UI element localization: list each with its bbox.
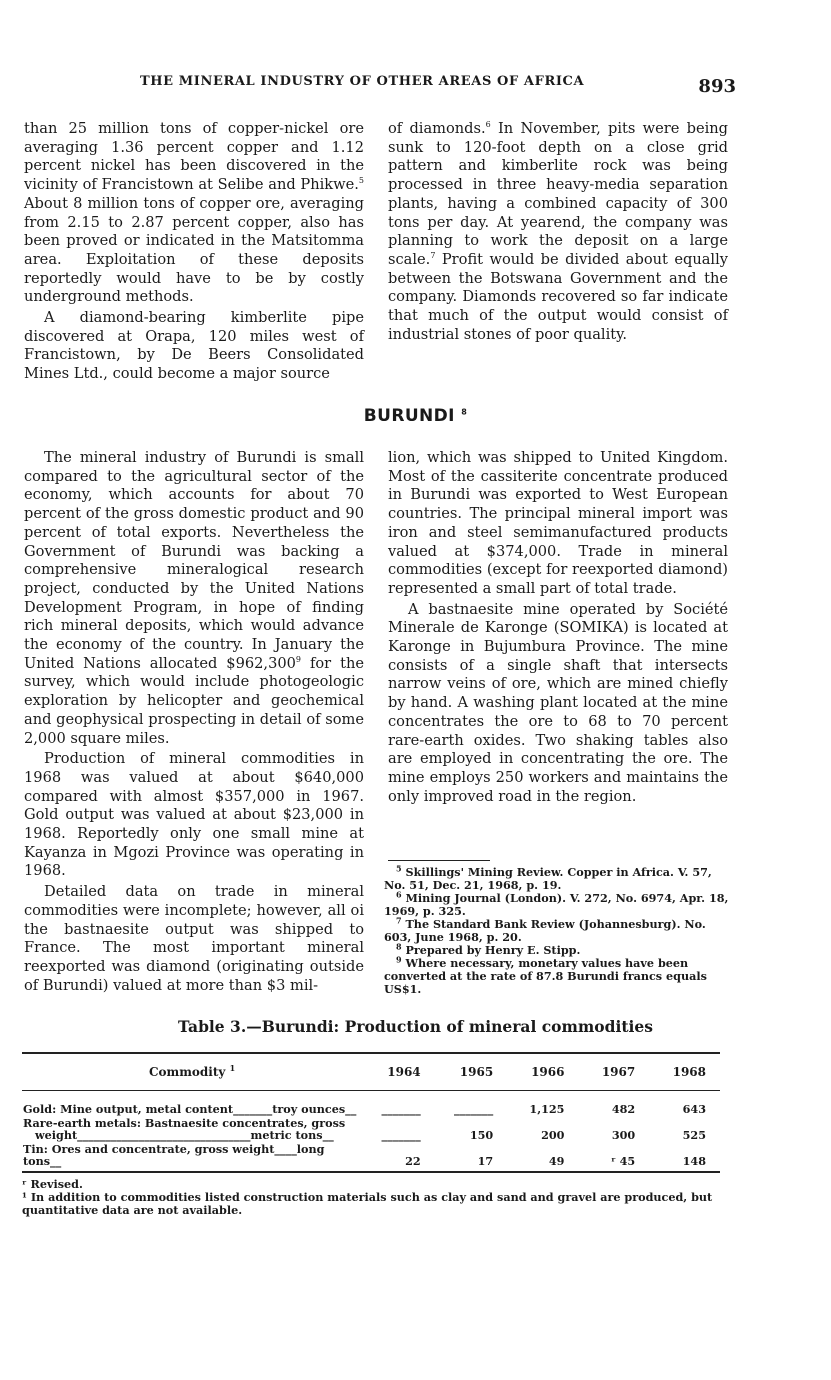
row-label: Tin: Ores and concentrate, gross weight____long tons__ — [22, 1142, 362, 1172]
footnote-divider — [388, 860, 490, 861]
paragraph: of diamonds.$^6$ In November, pits were being sunk to 120-foot depth on a close grid pattern and kimberlite rock was being processed in three heavy-media separation plants, having a combined capacity of 300 tons per day. At yearend, the company was planning to work the deposit on a large scale.$^7$ Profit would be divided about equally between the Botswana Government and the company. Diamonds recovered so far indicate that much of the output would consist of industrial stones of poor quality. — [388, 120, 728, 343]
running-head: THE MINERAL INDUSTRY OF OTHER AREAS OF AFRICA — [140, 74, 585, 89]
table-cell: 300 — [611, 1128, 636, 1142]
table-note: ¹ In addition to commodities listed construction materials such as clay and sand and gravel are produced, but quantitative data are not available. — [22, 1190, 713, 1217]
top-right-column — [388, 120, 728, 344]
table-cell: 17 — [435, 1142, 508, 1172]
column-header-year: 1965 — [435, 1053, 508, 1091]
paragraph: A diamond-bearing kimberlite pipe discovered at Orapa, 120 miles west of Francistown, by De Beers Consolidated Mines Ltd., could become a major source — [24, 309, 364, 383]
footnotes — [384, 863, 729, 996]
table-cell: ʳ 45 — [578, 1142, 649, 1172]
paragraph: Production of mineral commodities in 1968 was valued at about $640,000 compared with almost $357,000 in 1967. Gold output was valued at about $23,000 in 1968. Reportedly only one small mine at Kayanza in Mgozi Province was operating in 1968. — [24, 750, 364, 880]
footnote-ref: 6 — [485, 120, 491, 130]
table-cell: 22 — [362, 1142, 435, 1172]
footnote-ref: 9 — [295, 654, 302, 664]
footnote: $^7$ The Standard Bank Review (Johannesburg). No. 603, June 1968, p. 20. — [384, 915, 706, 944]
footnote: $^9$ Where necessary, monetary values have been converted at the rate of 87.8 Burundi francs equals US$1. — [384, 954, 707, 996]
table-cell: 150 — [469, 1128, 494, 1142]
table-cell: 1,125 — [529, 1102, 565, 1116]
table-cell: 643 — [682, 1102, 706, 1116]
table-row — [22, 1091, 720, 1117]
paragraph: The mineral industry of Burundi is small compared to the agricultural sector of the economy, which accounts for about 70 percent of the gross domestic product and 90 percent of total exports. Nevertheless the Government of Burundi was backing a comprehensive mineralogical research project, conducted by the United Nations Development Program, in hope of finding rich mineral deposits, which would advance the economy of the country. In January the United Nations allocated $962,300$^9$ for the survey, which would include photogeologic exploration by helicopter and geochemical and geophysical prospecting in detail of some 2,000 square miles. — [24, 449, 364, 747]
table-title: Table 3.—Burundi: Production of mineral commodities — [177, 1017, 654, 1036]
table-cell: _______ — [381, 1102, 421, 1116]
table-cell: _______ — [381, 1128, 421, 1142]
footnote-ref: 5 — [358, 176, 364, 186]
table-note: ʳ Revised. — [22, 1177, 83, 1191]
table-cell: 148 — [649, 1142, 720, 1172]
column-header-year: 1966 — [507, 1053, 578, 1091]
footnote-ref: 8 — [461, 407, 468, 417]
table-cell: 49 — [507, 1142, 578, 1172]
paragraph: lion, which was shipped to United Kingdom. Most of the cassiterite concentrate produced in Burundi was exported to West European countries. The principal mineral import was iron and steel semimanufactured products valued at $374,000. Trade in mineral commodities (except for reexported diamond) represented a small part of total trade. — [388, 449, 728, 597]
top-left-column — [24, 120, 364, 384]
row-label: Rare-earth metals: Bastnaesite concentrates, gross weight_______________________________metric tons__ — [23, 1116, 346, 1142]
table-row — [22, 1116, 720, 1142]
burundi-left-column — [24, 449, 364, 995]
page-number: 893 — [698, 76, 736, 97]
paragraph: Detailed data on trade in mineral commodities were incomplete; however, all oi the bastnaesite output was shipped to France. The most important mineral reexported was diamond (originating outside of Burundi) valued at more than $3 mil- — [24, 883, 364, 994]
footnote: $^6$ Mining Journal (London). V. 272, No. 6974, Apr. 18, 1969, p. 325. — [384, 889, 729, 918]
production-table — [22, 1052, 720, 1173]
footnote: $^5$ Skillings' Mining Review. Copper in Africa. V. 57, No. 51, Dec. 21, 1968, p. 19. — [384, 863, 712, 892]
table-cell: _______ — [454, 1102, 494, 1116]
row-label: Gold: Mine output, metal content_______troy ounces__ — [23, 1102, 357, 1116]
table-notes — [22, 1178, 727, 1217]
table-cell: 482 — [611, 1102, 636, 1116]
paragraph: than 25 million tons of copper-nickel ore averaging 1.36 percent copper and 1.12 percent nickel has been discovered in the vicinity of Francistown at Selibe and Phikwe.$^5$ About 8 million tons of copper ore, averaging from 2.15 to 2.87 percent copper, also has been proved or indicated in the Matsitomma area. Exploitation of these deposits reportedly would have to be by costly underground methods. — [24, 120, 364, 306]
column-header-commodity: Commodity $^1$ — [22, 1053, 362, 1091]
footnote: $^8$ Prepared by Henry E. Stipp. — [396, 941, 581, 957]
table-cell: 200 — [541, 1128, 565, 1142]
section-title: BURUNDI $^8$ — [363, 406, 468, 426]
burundi-right-column — [388, 449, 728, 806]
table-row — [22, 1142, 720, 1172]
paragraph: A bastnaesite mine operated by Société Minerale de Karonge (SOMIKA) is located at Karonge in Bujumbura Province. The mine consists of a single shaft that intersects narrow veins of ore, which are mined chiefly by hand. A washing plant located at the mine concentrates the ore to 68 to 70 percent rare-earth oxides. Two shaking tables also are employed in concentrating the ore. The mine employs 250 workers and maintains the only improved road in the region. — [388, 600, 728, 805]
column-header-year: 1968 — [649, 1053, 720, 1091]
column-header-year: 1967 — [578, 1053, 649, 1091]
column-header-year: 1964 — [362, 1053, 435, 1091]
table-header-row — [22, 1053, 720, 1091]
footnote-ref: 7 — [430, 251, 436, 261]
table-cell: 525 — [682, 1128, 706, 1142]
